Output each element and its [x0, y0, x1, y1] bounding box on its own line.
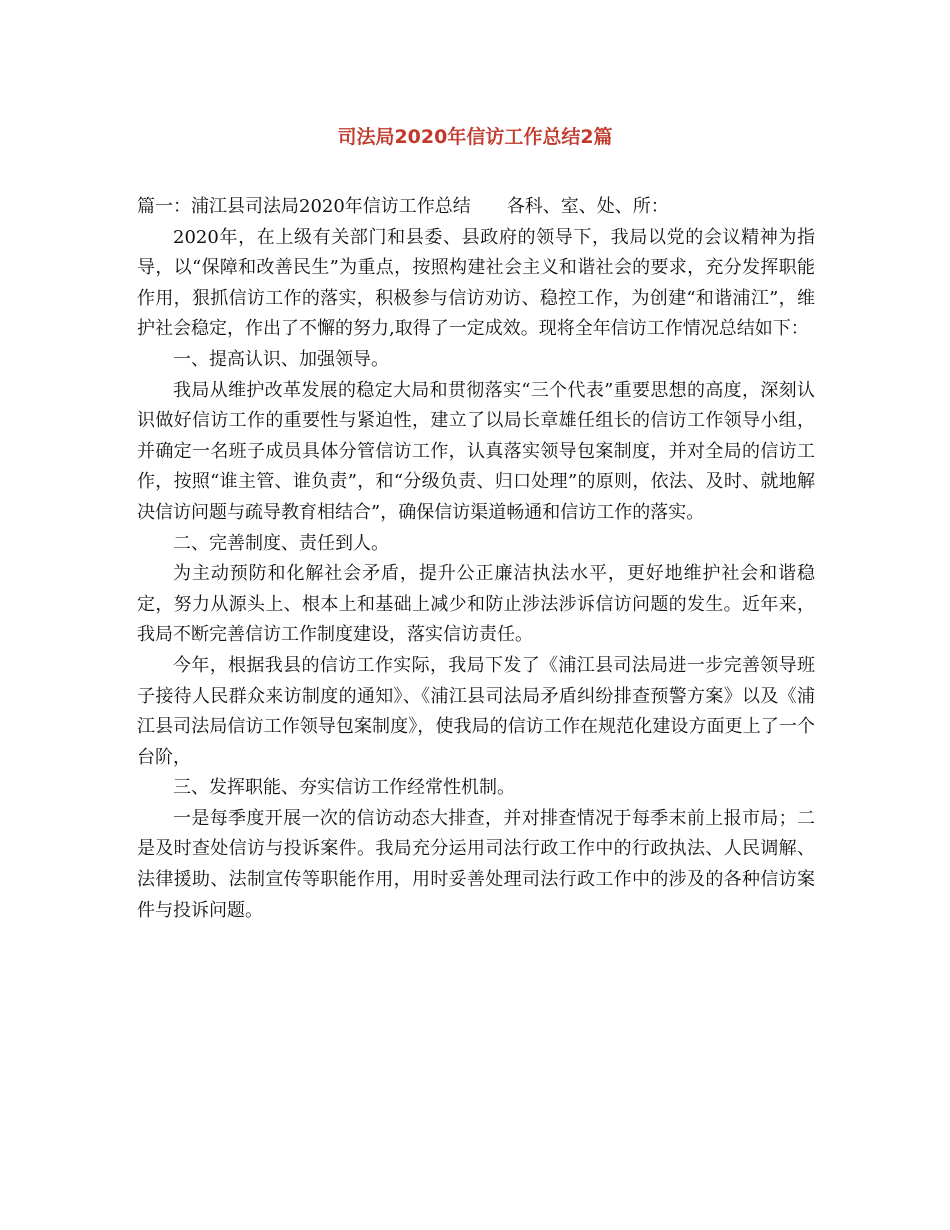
document-body: [137, 192, 815, 926]
document-title: 司法局2020年信访工作总结2篇: [337, 126, 613, 148]
document-subtitle: 篇一：浦江县司法局2020年信访工作总结: [137, 196, 471, 217]
paragraph-intro: 2020年，在上级有关部门和县委、县政府的领导下，我局以党的会议精神为指导，以“保障和改善民生”为重点，按照构建社会主义和谐社会的要求，充分发挥职能作用，狠抓信访工作的落实，积极参与信访劝访、稳控工作，为创建“和谐浦江”，维护社会稳定，作出了不懈的努力,取得了一定成效。现将全年信访工作情况总结如下：: [137, 226, 815, 340]
document-subtitle-line: [137, 192, 815, 223]
section-heading-1: 一、提高认识、加强领导。: [173, 348, 389, 370]
document-salutation: 各科、室、处、所：: [506, 196, 669, 217]
section-heading-3: 三、发挥职能、夯实信访工作经常性机制。: [173, 777, 515, 799]
paragraph-section-3: 一是每季度开展一次的信访动态大排查，并对排查情况于每季末前上报市局；二是及时查处信访与投诉案件。我局充分运用司法行政工作中的行政执法、人民调解、法律援助、法制宣传等职能作用，用时妥善处理司法行政工作中的涉及的各种信访案件与投诉问题。: [137, 807, 815, 921]
paragraph-section-2b: 今年，根据我县的信访工作实际，我局下发了《浦江县司法局进一步完善领导班子接待人民群众来访制度的通知》、《浦江县司法局矛盾纠纷排查预警方案》以及《浦江县司法局信访工作领导包案制度》，使我局的信访工作在规范化建设方面更上了一个台阶，: [137, 654, 815, 768]
section-heading-2: 二、完善制度、责任到人。: [173, 532, 389, 554]
paragraph-section-2a: 为主动预防和化解社会矛盾，提升公正廉洁执法水平，更好地维护社会和谐稳定，努力从源头上、根本上和基础上减少和防止涉法涉诉信访问题的发生。近年来，我局不断完善信访工作制度建设，落实信访责任。: [137, 563, 815, 646]
paragraph-section-1: 我局从维护改革发展的稳定大局和贯彻落实“三个代表”重要思想的高度，深刻认识做好信访工作的重要性与紧迫性，建立了以局长章雄任组长的信访工作领导小组，并确定一名班子成员具体分管信访工作，认真落实领导包案制度，并对全局的信访工作，按照“谁主管、谁负责”，和“分级负责、归口处理”的原则，依法、及时、就地解决信访问题与疏导教育相结合”，确保信访渠道畅通和信访工作的落实。: [137, 379, 815, 523]
